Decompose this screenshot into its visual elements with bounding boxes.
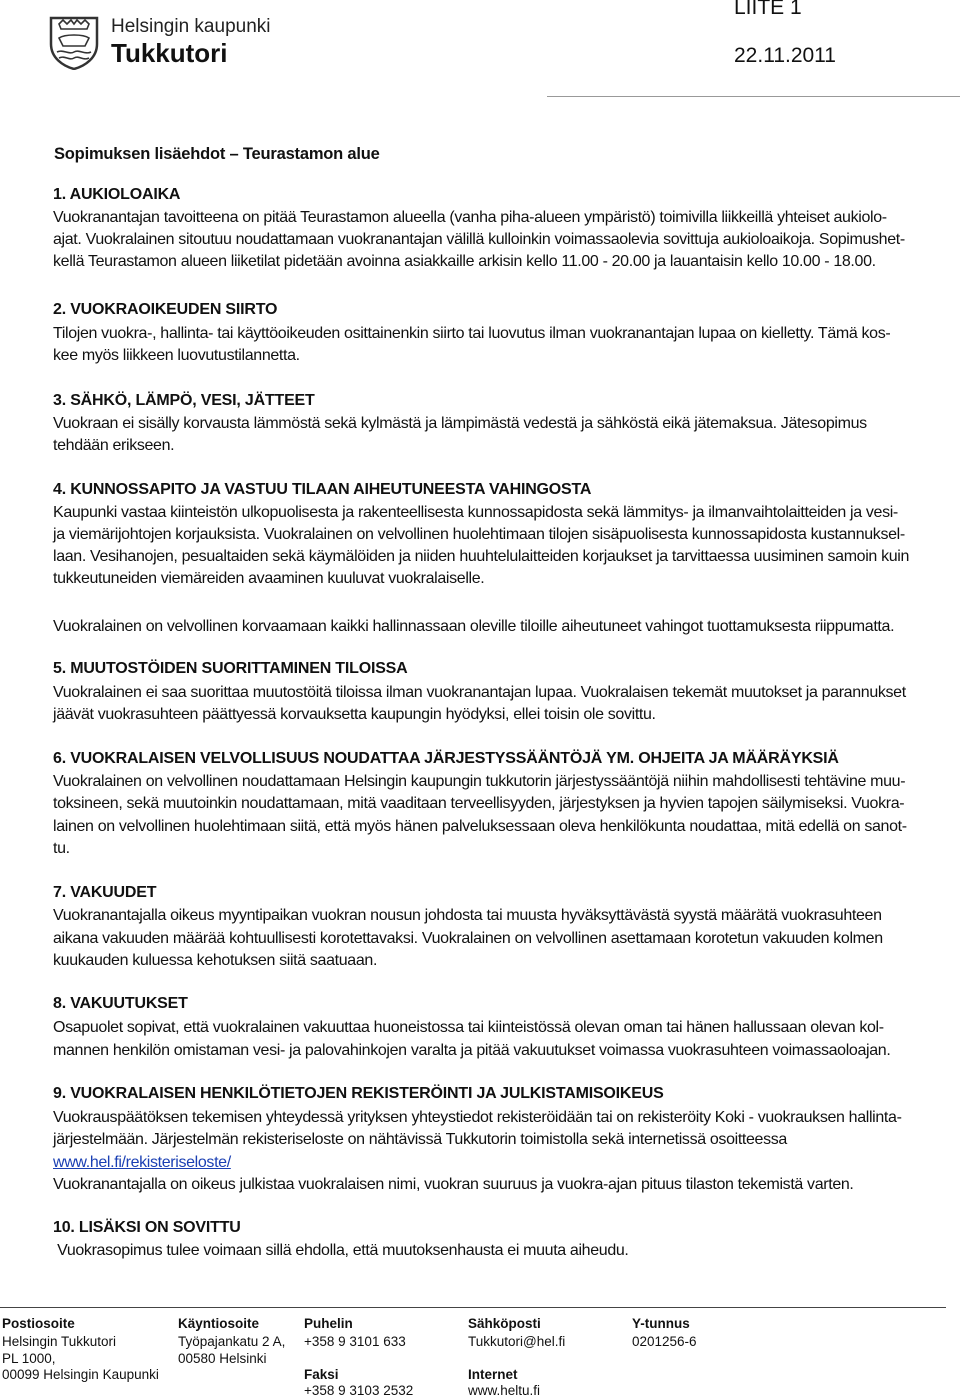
section-heading: 8. VAKUUTUKSET bbox=[53, 995, 188, 1012]
section-heading: 2. VUOKRAOIKEUDEN SIIRTO bbox=[53, 301, 278, 318]
footer-visit-line: Työpajankatu 2 A, bbox=[178, 1334, 286, 1349]
text-line: ajat. Vuokralainen sitoutuu noudattamaan vuokranantajan välillä kulloinkin voimassaolevia sovittuja aukioloaikoja. Sopimushet- bbox=[53, 231, 905, 248]
section-heading: 9. VUOKRALAISEN HENKILÖTIETOJEN REKISTERÖINTI JA JULKISTAMISOIKEUS bbox=[53, 1085, 664, 1102]
text-line: Vuokranantajalla oikeus myyntipaikan vuokran nousun johdosta tai muusta hyväksyttävästä syystä määrätä vuokrasuhteen bbox=[53, 907, 882, 924]
text-line: Vuokralainen on velvollinen noudattamaan Helsingin kaupungin tukkutorin järjestyssääntöjä niihin mahdollisesti tehtävine muu- bbox=[53, 773, 906, 790]
footer-postal-line: Helsingin Tukkutori bbox=[2, 1334, 117, 1349]
text-line: Vuokralainen on velvollinen korvaamaan kaikki hallinnassaan oleville tiloille aiheutuneet vahingot tuottamuksesta riippumatta. bbox=[53, 618, 895, 635]
text-line: ja viemärijohtojen korjauksista. Vuokralainen on velvollinen huolehtimaan tilojen sisäpuolisesta kunnossapidosta kustannuksel- bbox=[53, 526, 905, 543]
text-line: tehdään erikseen. bbox=[53, 437, 175, 454]
footer-fax-heading: Faksi bbox=[304, 1367, 339, 1382]
footer-fax-value: +358 9 3103 2532 bbox=[304, 1383, 414, 1398]
text-line: Osapuolet sopivat, että vuokralainen vakuuttaa huoneistossa tai kiinteistössä olevan oman tai hänen hallussaan olevan kol- bbox=[53, 1019, 884, 1036]
footer-visit-line: 00580 Helsinki bbox=[178, 1351, 267, 1366]
footer-email-value[interactable]: Tukkutori@hel.fi bbox=[468, 1334, 566, 1349]
text-line: Vuokrauspäätöksen tekemisen yhteydessä yrityksen yhteystiedot rekisteröidään tai on rekisteröity Koki - vuokrauksen hallinta- bbox=[53, 1109, 902, 1126]
footer-postal-line: 00099 Helsingin Kaupunki bbox=[2, 1367, 159, 1382]
section-heading: 6. VUOKRALAISEN VELVOLLISUUS NOUDATTAA JÄRJESTYSSÄÄNTÖJÄ YM. OHJEITA JA MÄÄRÄYKSIÄ bbox=[53, 750, 839, 767]
footer-postal-heading: Postiosoite bbox=[2, 1316, 75, 1331]
footer-email-heading: Sähköposti bbox=[468, 1316, 541, 1331]
coat-of-arms-icon bbox=[47, 14, 101, 70]
logo-line-2: Tukkutori bbox=[111, 38, 228, 68]
footer-phone-value: +358 9 3101 633 bbox=[304, 1334, 406, 1349]
section-heading: 4. KUNNOSSAPITO JA VASTUU TILAAN AIHEUTUNEESTA VAHINGOSTA bbox=[53, 481, 592, 498]
text-line: kellä Teurastamon alueen liiketilat pidetään avoinna asiakkaille arkisin kello 11.00 - 20.00 ja lauantaisin kello 10.00 - 18.00. bbox=[53, 253, 876, 270]
footer-business-id-value: 0201256-6 bbox=[632, 1334, 697, 1349]
text-line: kee myös liikkeen luovutustilannetta. bbox=[53, 347, 300, 364]
text-line: aikana vakuuden määrää kohtuullisesti korotettavaksi. Vuokralainen on velvollinen asettamaan korotetun vakuuden kolmen bbox=[53, 930, 883, 947]
footer-divider bbox=[0, 1307, 946, 1308]
text-line: Kaupunki vastaa kiinteistön ulkopuolisesta ja rakenteellisesta kunnossapidosta sekä lämmitys- ja ilmanvaihtolaitteiden ja vesi- bbox=[53, 504, 898, 521]
text-line: mannen henkilön omistaman vesi- ja palovahinkojen varalta ja pitää vakuutukset voimassa vuokrasuhteen voimassaoloajan. bbox=[53, 1042, 891, 1059]
section-heading: 3. SÄHKÖ, LÄMPÖ, VESI, JÄTTEET bbox=[53, 392, 315, 409]
logo-line-1: Helsingin kaupunki bbox=[111, 16, 271, 37]
section-heading: 7. VAKUUDET bbox=[53, 884, 157, 901]
text-line: Vuokranantajalla on oikeus julkistaa vuokralaisen nimi, vuokran suuruus ja vuokra-ajan pituus tilaston tekemistä varten. bbox=[53, 1176, 854, 1193]
footer-visit-heading: Käyntiosoite bbox=[178, 1316, 260, 1331]
text-line: lainen on velvollinen huolehtimaan siitä, että myös hänen palveluksessaan oleva henkilökunta noudattaa, mitä edellä on sanot- bbox=[53, 818, 907, 835]
text-line: laan. Vesihanojen, pesualtaiden sekä käymälöiden ja niiden huuhtelulaitteiden korjaukset ja tarvittaessa uusiminen samoin kuin bbox=[53, 548, 910, 565]
text-line: Vuokralainen ei saa suorittaa muutostöitä tiloissa ilman vuokranantajan lupaa. Vuokralaisen tekemät muutokset ja parannukset bbox=[53, 684, 906, 701]
logo bbox=[47, 14, 271, 70]
footer-business-id-heading: Y-tunnus bbox=[632, 1316, 690, 1331]
text-line: kuukauden kuluessa kehotuksen siitä saatuaan. bbox=[53, 952, 378, 969]
footer-postal-line: PL 1000, bbox=[2, 1351, 56, 1366]
text-line: toksineen, sekä muutoinkin noudattamaan, mitä vaaditaan terveellisyyden, järjestyksen ja hyvien tapojen säilymiseksi. Vuokra- bbox=[53, 795, 905, 812]
text-line: Vuokranantajan tavoitteena on pitää Teurastamon alueella (vanha piha-alueen ympäristö) toimivilla liikkeillä yhteiset aukiolo- bbox=[53, 209, 887, 226]
appendix-label: LIITE 1 bbox=[734, 0, 802, 19]
text-line: tu. bbox=[53, 840, 70, 857]
text-line: järjestelmään. Järjestelmän rekisteriseloste on nähtävissä Tukkutorin toimistolla sekä internetissä osoitteessa bbox=[53, 1131, 787, 1148]
text-line: Vuokraan ei sisälly korvausta lämmöstä sekä kylmästä ja lämpimästä vedestä ja sähköstä eikä jätemaksua. Jätesopimus bbox=[53, 415, 867, 432]
section-heading: 5. MUUTOSTÖIDEN SUORITTAMINEN TILOISSA bbox=[53, 660, 408, 677]
section-heading: 1. AUKIOLOAIKA bbox=[53, 186, 181, 203]
footer-internet-heading: Internet bbox=[468, 1367, 518, 1382]
document-title: Sopimuksen lisäehdot – Teurastamon alue bbox=[54, 145, 380, 163]
register-link[interactable]: www.hel.fi/rekisteriseloste/ bbox=[53, 1154, 231, 1171]
header-divider bbox=[547, 96, 960, 97]
text-line: Tilojen vuokra-, hallinta- tai käyttöoikeuden osittainenkin siirto tai luovutus ilman vuokranantajan lupaa on kielletty. Tämä kos- bbox=[53, 325, 891, 342]
section-heading: 10. LISÄKSI ON SOVITTU bbox=[53, 1219, 241, 1236]
footer-phone-heading: Puhelin bbox=[304, 1316, 353, 1331]
text-line: tukkeutuneiden viemäreiden avaaminen kuuluvat vuokralaiselle. bbox=[53, 570, 485, 587]
footer-internet-value[interactable]: www.heltu.fi bbox=[468, 1383, 541, 1398]
text-line: Vuokrasopimus tulee voimaan sillä ehdolla, että muutoksenhausta ei muuta aiheudu. bbox=[53, 1242, 629, 1259]
text-line: jäävät vuokrasuhteen päättyessä korvauksetta kaupungin hyödyksi, ellei toisin ole sovittu. bbox=[53, 706, 656, 723]
document-date: 22.11.2011 bbox=[734, 44, 836, 67]
